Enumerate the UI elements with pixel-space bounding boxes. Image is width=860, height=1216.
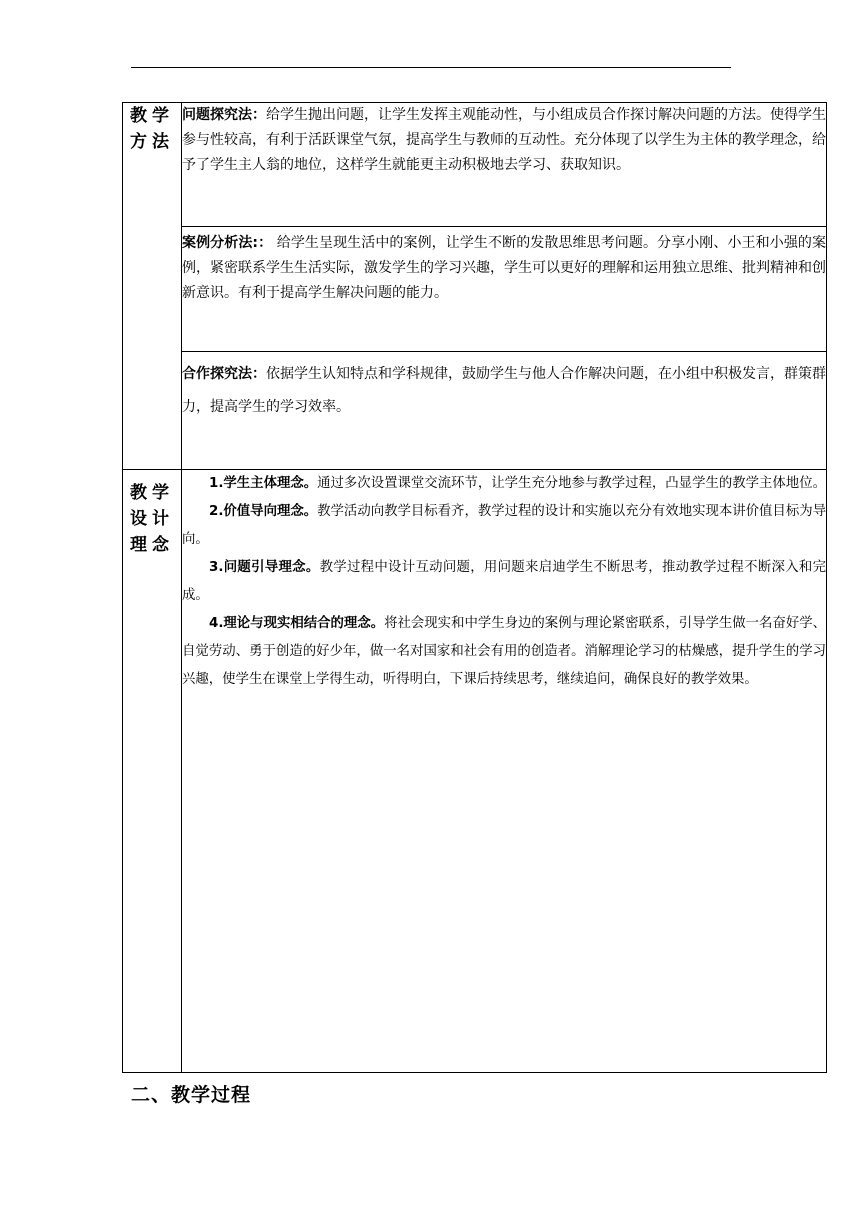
method-cell-cooperation (182, 352, 827, 470)
section-title: 二、教学过程 (131, 1084, 252, 1106)
lesson-plan-table (122, 102, 827, 1073)
method-title: 问题探究法： (182, 107, 266, 123)
methods-row-2 (123, 227, 827, 352)
design-label: 教学设计理念 (130, 483, 174, 555)
method-text: 依据学生认知特点和学科规律，鼓励学生与他人合作解决问题，在小组中积极发言，群策群力，提高学生的学习效率。 (182, 366, 826, 415)
methods-row-1 (123, 103, 827, 227)
design-paragraph (182, 554, 826, 610)
design-cell (182, 470, 827, 1073)
method-text: 给学生呈现生活中的案例，让学生不断的发散思维思考问题。分享小刚、小王和小强的案例，紧密联系学生生活实际，激发学生的学习兴趣，学生可以更好的理解和运用独立思维、批判精神和创新意识。有利于提高学生解决问题的能力。 (182, 235, 826, 301)
design-label-cell (123, 470, 182, 1073)
method-title: 案例分析法:： (182, 235, 273, 251)
methods-label: 教学方法 (130, 106, 174, 152)
design-item-text: 通过多次设置课堂交流环节，让学生充分地参与教学过程，凸显学生的教学主体地位。 (317, 476, 826, 491)
design-row (123, 470, 827, 1073)
design-item-title: 3.问题引导理念。 (209, 560, 320, 575)
design-item-text: 教学过程中设计互动问题，用问题来启迪学生不断思考，推动教学过程不断深入和完成。 (182, 560, 826, 603)
method-cell-case (182, 227, 827, 352)
method-cell-problem (182, 103, 827, 227)
design-paragraph (182, 470, 826, 498)
design-item-title: 2.价值导向理念。 (209, 504, 318, 519)
methods-label-cell (123, 103, 182, 470)
design-item-text: 教学活动向教学目标看齐，教学过程的设计和实施以充分有效地实现本讲价值目标为导向。 (182, 504, 826, 547)
design-item-title: 4.理论与现实相结合的理念。 (209, 616, 385, 631)
header-rule (131, 67, 731, 68)
design-item-title: 1.学生主体理念。 (209, 476, 318, 491)
methods-row-3 (123, 352, 827, 470)
design-paragraph (182, 610, 826, 694)
method-text: 给学生抛出问题，让学生发挥主观能动性，与小组成员合作探讨解决问题的方法。使得学生参与性较高，有利于活跃课堂气氛，提高学生与教师的互动性。充分体现了以学生为主体的教学理念，给予了学生主人翁的地位，这样学生就能更主动积极地去学习、获取知识。 (182, 107, 826, 173)
method-title: 合作探究法： (182, 366, 266, 382)
design-item-text: 将社会现实和中学生身边的案例与理论紧密联系，引导学生做一名奋好学、自觉劳动、勇于创造的好少年，做一名对国家和社会有用的创造者。消解理论学习的枯燥感，提升学生的学习兴趣，使学生在课堂上学得生动，听得明白，下课后持续思考，继续追问，确保良好的教学效果。 (182, 616, 827, 687)
design-paragraph (182, 498, 826, 554)
